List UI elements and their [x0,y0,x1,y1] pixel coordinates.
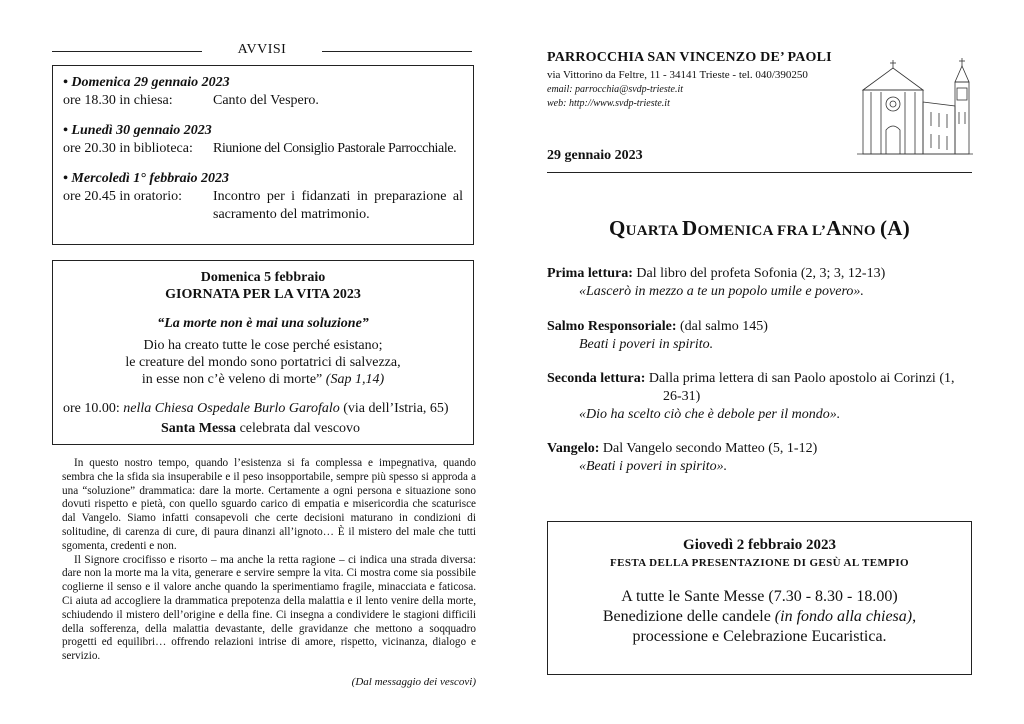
paragraph: In questo nostro tempo, quando l’esistenza si fa complessa e impegnativa, quando sembra che la sfida sia insuperabile e il peso insopportabile, sempre più spesso si approda a una “soluzione” drammatica: dare la morte. Certamente a ogni persona e situazione sono dovuti rispetto e pietà, con quello sguardo carico di empatia e misericordia che scaturisce dal Vangelo. Siamo infatti consapevoli che certe decisioni maturano in condizioni di solitudine, di carenza di cure, di paura dinanzi all’ignoto… È il mistero del male che tutti sgomenta, credenti e non. [62,457,476,552]
festa-box [547,521,972,675]
vita-quote-text: in esse non c’è veleno di morte” [141,372,323,387]
reading-quote: «Beati i poveri in spirito». [579,459,728,474]
festa-line: Benedizione delle candele (in fondo alla chiesa), [602,608,917,625]
festa-line: processione e Celebrazione Eucaristica. [632,628,887,645]
divider [52,51,202,52]
divider [547,172,972,173]
paragraph: Il Signore crocifisso e risorto – ma anche la retta ragione – ci indica una strada diversa: dare non la morte ma la vita, generare e servire sempre la vita. Ci mostra come sia possibile coglierne il senso e il valore anche quando la sperimentiamo fragile, minacciata e faticosa. Ci aiuta ad accogliere la drammatica prepotenza della malattia e il lento venire della morte, schiudendo il mistero dell’origine e della fine. Ci insegna a condividere le stagioni difficili della sofferenza, della malattia devastante, delle gravidanze che mettono a soqquadro progetti ed equilibri… offrendo relazioni intrise di amore, rispetto, vicinanza, dialogo e servizio. [62,553,476,663]
event-description: Riunione del Consiglio Pastorale Parrocchiale. [213,141,457,156]
event-time: ore 18.30 in chiesa: [63,93,173,108]
event-item [63,74,463,110]
vita-quote-line: Dio ha creato tutte le cose perché esistano; [143,338,383,353]
vita-mass-note: celebrata dal vescovo [239,421,361,436]
reading-label: Salmo Responsoriale: [547,319,677,334]
festa-date: Giovedì 2 febbraio 2023 [683,537,836,553]
vita-mass-row [53,420,473,437]
reading-source: (dal salmo 145) [680,319,768,334]
event-item [63,170,463,224]
bulletin-date: 29 gennaio 2023 [547,148,643,163]
vita-quote-ref: (Sap 1,14) [325,372,385,387]
avvisi-header [52,42,472,60]
avvisi-heading: AVVISI [237,42,287,57]
reading-item [547,265,972,301]
event-item [63,122,463,158]
reading-item [547,370,972,424]
avvisi-box [52,65,474,245]
reading-label: Seconda lettura: [547,371,646,386]
event-date: • Lunedì 30 gennaio 2023 [63,123,212,138]
giornata-vita-box [52,260,474,445]
reading-source: Dalla prima lettera di san Paolo apostolo ai Corinzi (1, 26-31) [648,371,955,404]
reading-quote: «Dio ha scelto ciò che è debole per il mondo». [579,407,841,422]
reading-quote: Beati i poveri in spirito. [579,337,714,352]
vita-mass: Santa Messa [161,421,237,436]
parish-address: via Vittorino da Feltre, 11 - 34141 Trieste - tel. 040/390250 [547,69,808,81]
event-description: Canto del Vespero. [213,93,319,108]
vita-quote-line [53,371,473,388]
reading-source: Dal Vangelo secondo Matteo (5, 1-12) [602,441,818,456]
event-time: ore 20.45 in oratorio: [63,189,182,204]
parish-web: web: http://www.svdp-trieste.it [547,98,670,109]
message-signature: (Dal messaggio dei vescovi) [351,676,476,688]
vita-time: ore 10.00: [63,401,120,416]
event-date: • Domenica 29 gennaio 2023 [63,75,230,90]
reading-source: Dal libro del profeta Sofonia (2, 3; 3, 12-13) [636,266,886,281]
parish-email: email: parrocchia@svdp-trieste.it [547,84,684,95]
church-illustration [855,42,975,160]
reading-item [547,440,972,476]
vita-place: nella Chiesa Ospedale Burlo Garofalo [123,401,340,416]
vita-title: GIORNATA PER LA VITA 2023 [165,287,361,302]
event-description: Incontro per i fidanzati in preparazione al sacramento del matrimonio. [213,189,463,222]
vita-date: Domenica 5 febbraio [200,270,326,285]
event-date: • Mercoledì 1° febbraio 2023 [63,171,230,186]
divider [322,51,472,52]
reading-item [547,318,972,354]
bishops-message [62,457,476,664]
reading-label: Vangelo: [547,441,600,456]
event-time: ore 20.30 in biblioteca: [63,141,193,156]
festa-title: FESTA DELLA PRESENTAZIONE DI GESÙ AL TEMPIO [610,557,909,569]
reading-quote: «Lascerò in mezzo a te un popolo umile e povero». [579,284,864,299]
parish-name: PARROCCHIA SAN VINCENZO DE’ PAOLI [547,50,832,65]
reading-label: Prima lettura: [547,266,633,281]
vita-time-row [53,400,473,417]
festa-line: A tutte le Sante Messe (7.30 - 8.30 - 18.00) [621,588,898,605]
vita-quote-line: le creature del mondo sono portatrici di salvezza, [125,355,401,370]
vita-address: (via dell’Istria, 65) [343,401,449,416]
liturgy-title: QUARTA DOMENICA FRA L’ANNO (A) [608,216,911,240]
vita-motto: “La morte non è mai una soluzione” [157,316,369,331]
